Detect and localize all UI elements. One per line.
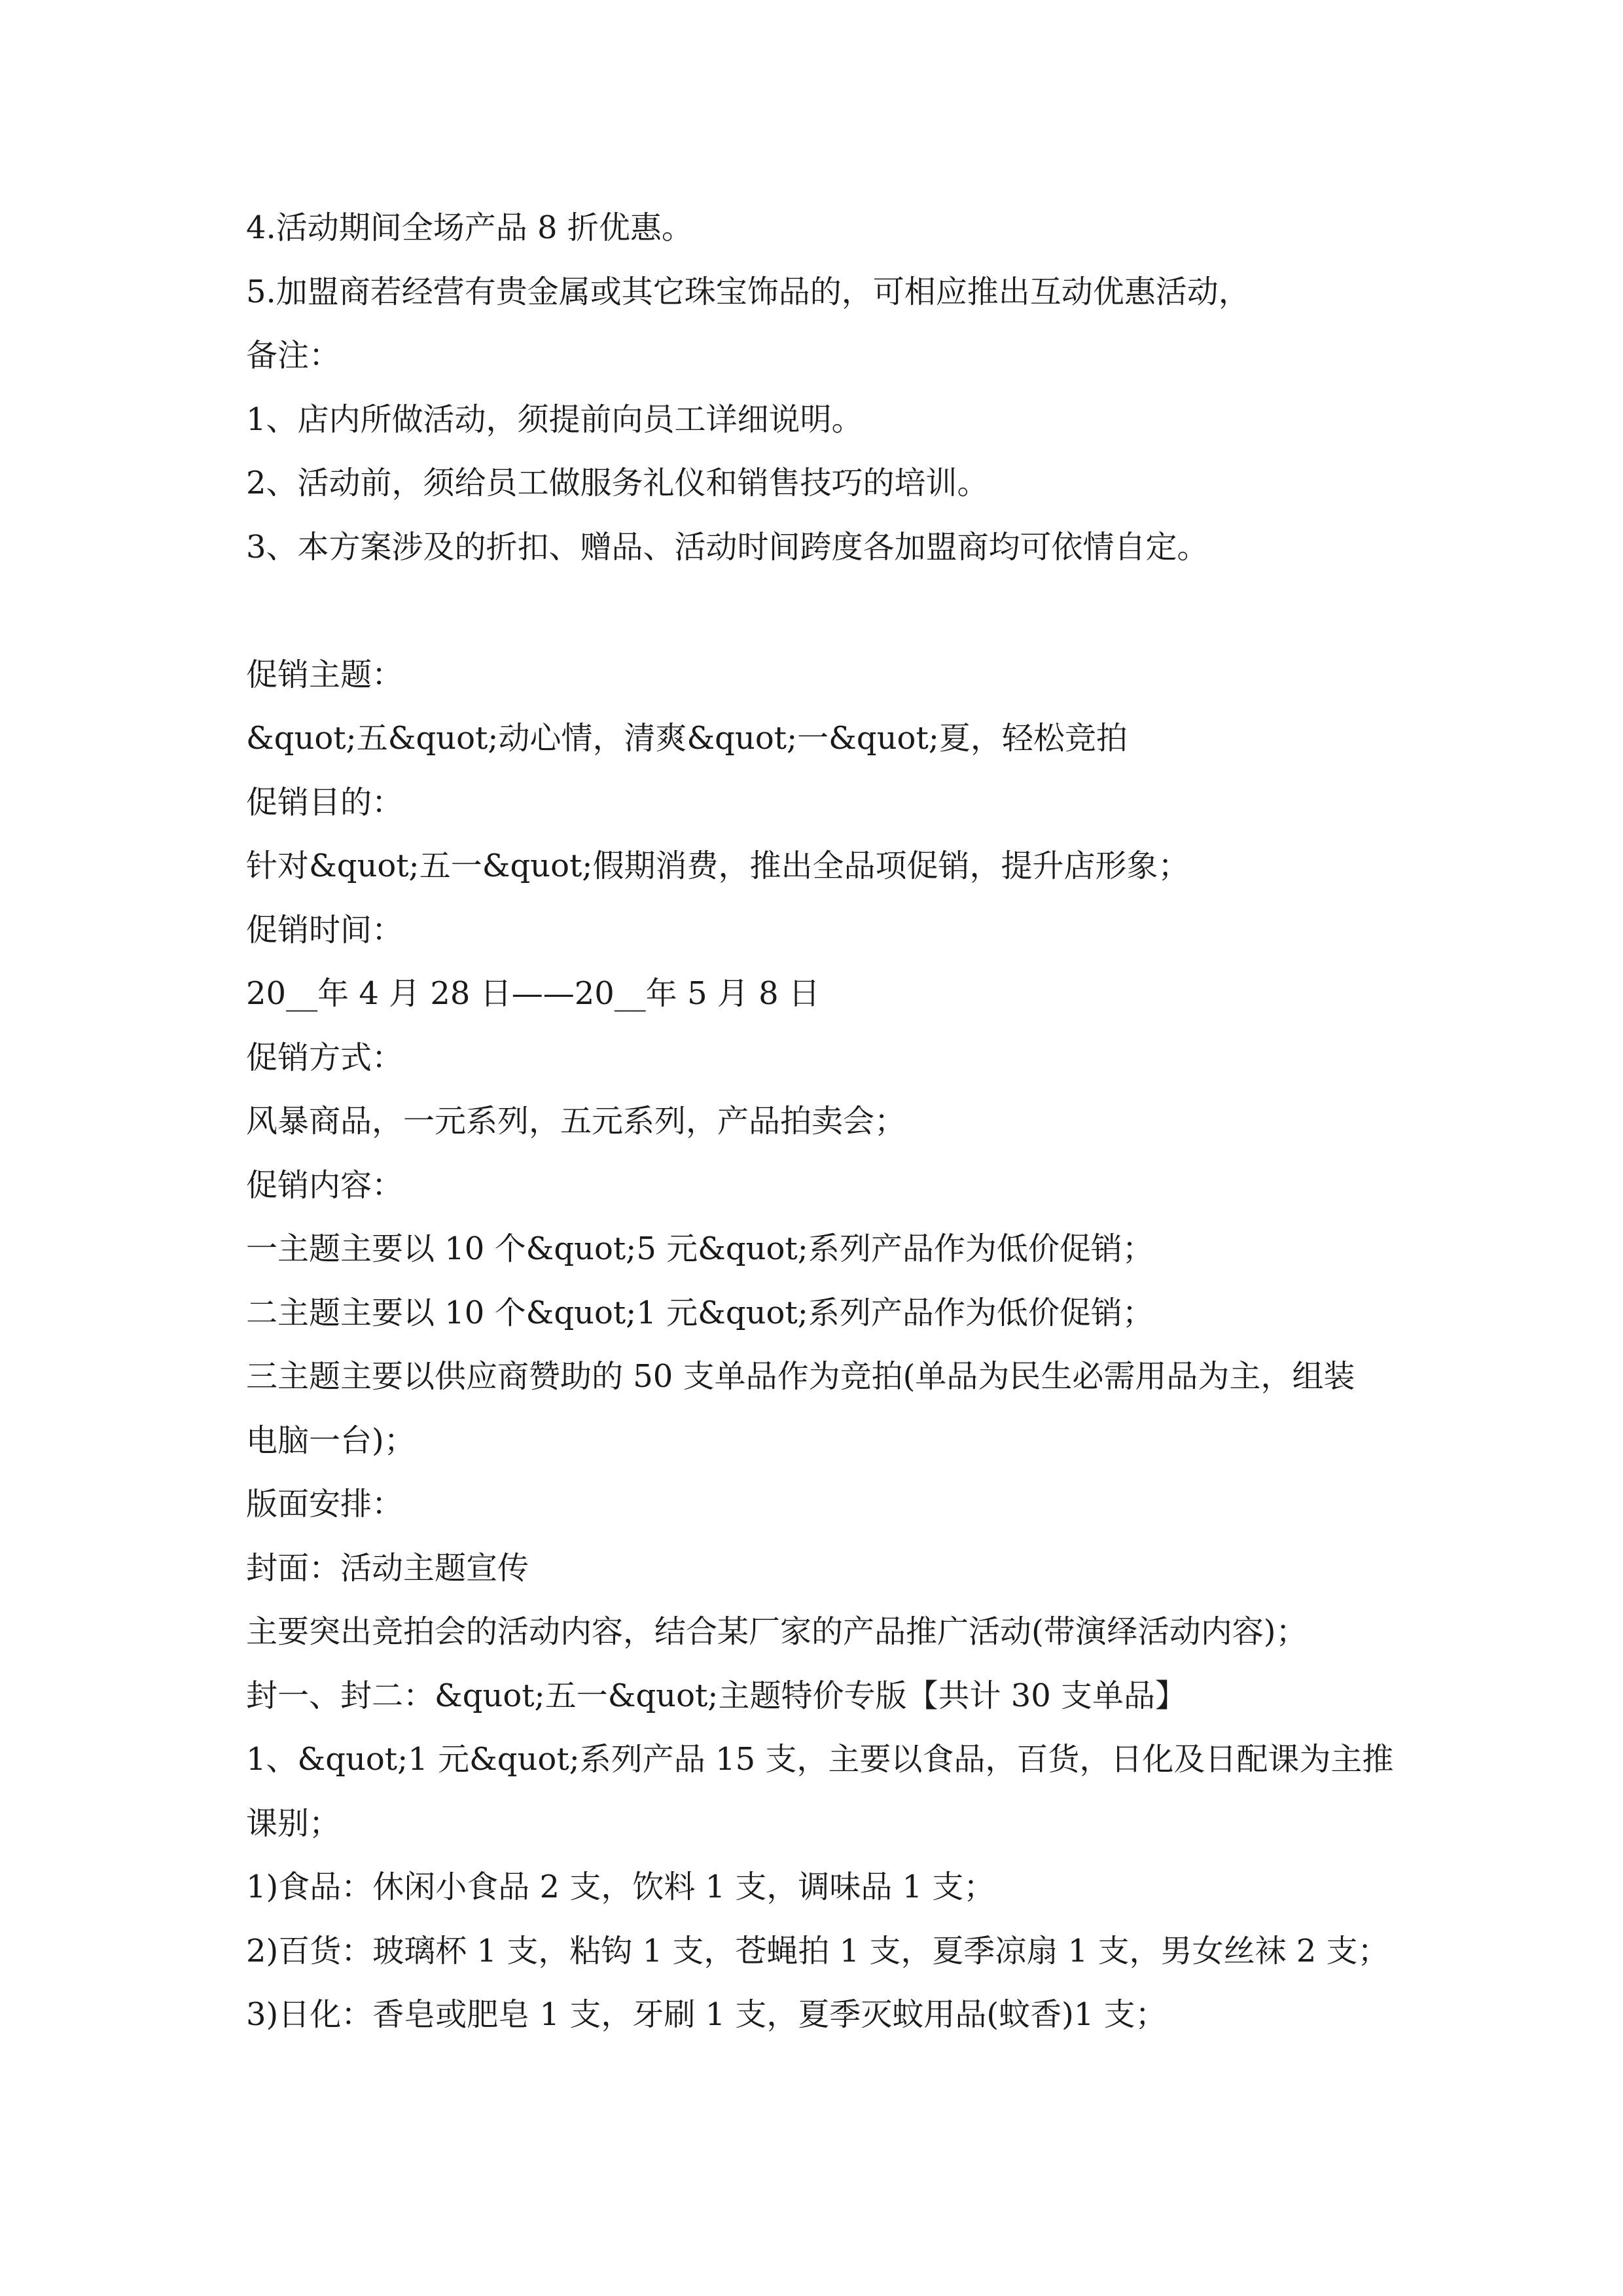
text-line: 2、活动前，须给员工做服务礼仪和销售技巧的培训。: [246, 465, 989, 501]
notes-heading: 备注：: [246, 337, 341, 374]
section-heading: 促销内容：: [246, 1166, 404, 1204]
text-line: 2)百货：玻璃杯 1 支，粘钩 1 支，苍蝇拍 1 支，夏季凉扇 1 支，男女丝袜 2 支；: [246, 1932, 1389, 1969]
text-line: 封一、封二：&quot;五一&quot;主题特价专版【共计 30 支单品】: [246, 1677, 1187, 1714]
text-line: 二主题主要以 10 个&quot;1 元&quot;系列产品作为低价促销；: [246, 1294, 1154, 1331]
text-line: 3)日化：香皂或肥皂 1 支，牙刷 1 支，夏季灭蚊用品(蚊香)1 支；: [246, 1996, 1167, 2033]
text-line: 三主题主要以供应商赞助的 50 支单品作为竞拍(单品为民生必需用品为主，组装: [246, 1358, 1355, 1395]
text-line: 1)食品：休闲小食品 2 支，饮料 1 支，调味品 1 支；: [246, 1869, 995, 1905]
section-heading: 促销方式：: [246, 1039, 404, 1076]
text-line: 主要突出竞拍会的活动内容，结合某厂家的产品推广活动(带演绎活动内容)；: [246, 1613, 1308, 1650]
text-line: 1、店内所做活动，须提前向员工详细说明。: [246, 401, 863, 438]
text-line: 课别；: [246, 1804, 341, 1842]
document-body: [246, 196, 1398, 2047]
paragraph-gap: [246, 579, 1398, 643]
text-line: 5.加盟商若经营有贵金属或其它珠宝饰品的，可相应推出互动优惠活动，: [246, 273, 1250, 310]
text-line: &quot;五&quot;动心情，清爽&quot;一&quot;夏，轻松竞拍: [246, 720, 1128, 757]
text-line: 3、本方案涉及的折扣、赠品、活动时间跨度各加盟商均可依情自定。: [246, 528, 1209, 565]
text-line: 一主题主要以 10 个&quot;5 元&quot;系列产品作为低价促销；: [246, 1230, 1154, 1267]
text-line: 4.活动期间全场产品 8 折优惠。: [246, 209, 693, 246]
text-line: 20__年 4 月 28 日——20__年 5 月 8 日: [246, 975, 820, 1012]
section-heading: 促销时间：: [246, 911, 404, 948]
text-line: 1、&quot;1 元&quot;系列产品 15 支，主要以食品，百货，日化及日配课为主推: [246, 1741, 1394, 1778]
text-line: 风暴商品，一元系列，五元系列，产品拍卖会；: [246, 1103, 906, 1139]
section-heading: 促销目的：: [246, 783, 404, 821]
section-heading: 促销主题：: [246, 656, 404, 693]
text-line: 电脑一台)；: [246, 1422, 416, 1459]
section-heading: 版面安排：: [246, 1486, 404, 1522]
text-line: 针对&quot;五一&quot;假期消费，推出全品项促销，提升店形象；: [246, 848, 1190, 884]
text-line: 封面：活动主题宣传: [246, 1549, 529, 1587]
